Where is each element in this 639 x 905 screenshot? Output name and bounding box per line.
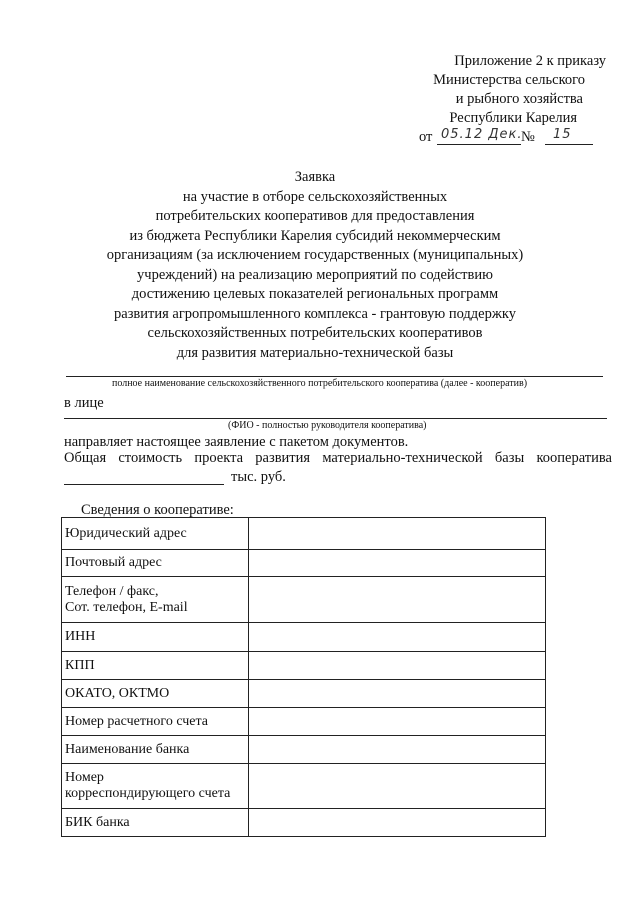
row-value-field[interactable] [249,518,546,550]
table-row [62,623,546,652]
title-line: развития агропромышленного комплекса - грантовую поддержку [114,305,516,322]
handwritten-date: 05.12 Дек. [441,127,523,142]
annex-header [409,52,609,148]
title-line: организациям (за исключением государственных (муниципальных) [106,247,524,263]
in-person-label: в лице [64,395,104,411]
row-label: КПП [62,652,249,680]
row-label: Наименование банка [62,736,249,764]
handwritten-number: 15 [553,127,572,142]
row-label: ОКАТО, ОКТМО [62,680,249,708]
row-value-field[interactable] [249,550,546,577]
annex-date-row [409,128,609,148]
cost-word: базы [494,450,525,466]
cost-word: стоимость [118,450,183,466]
application-title [60,168,570,363]
title-line: на участие в отборе сельскохозяйственных [182,188,448,205]
row-label: Телефон / факс, Сот. телефон, E-mail [62,577,249,623]
currency-label: тыс. руб. [231,469,286,485]
title-line: потребительских кооперативов для предоставления [155,208,475,224]
date-underline [437,144,521,145]
annex-from-label: от [419,129,433,145]
table-row [62,680,546,708]
table-row [62,577,546,623]
title-line: учреждений) на реализацию мероприятий по содействию [137,266,493,283]
row-value-field[interactable] [249,652,546,680]
row-value-field[interactable] [249,764,546,809]
table-row [62,652,546,680]
row-label: Почтовый адрес [62,550,249,577]
row-value-field[interactable] [249,680,546,708]
cost-word: Общая [64,450,107,466]
table-row [62,550,546,577]
table-row [62,764,546,809]
row-value-field[interactable] [249,708,546,736]
row-label: Номер корреспондирующего счета [62,764,249,809]
total-cost-line [64,450,612,467]
cost-word: материально-технической [322,450,483,466]
row-label: Юридический адрес [62,518,249,550]
title-line: достижению целевых показателей региональных программ [131,286,499,302]
title-line: для развития материально-технической базы [176,344,454,361]
cost-word: развития [255,450,311,466]
table-row [62,736,546,764]
title-line: сельскохозяйственных потребительских кооперативов [147,325,483,341]
cost-word: кооператива [536,450,612,466]
sends-statement: направляет настоящее заявление с пакетом документов. [64,434,409,450]
coop-name-field[interactable] [66,376,603,377]
annex-line-2: Министерства сельского [433,72,585,88]
director-name-field[interactable] [64,418,607,419]
cost-word: проекта [194,450,244,466]
table-row [62,708,546,736]
number-underline [545,144,593,145]
total-cost-field[interactable] [64,484,224,485]
table-row [62,809,546,837]
row-label: ИНН [62,623,249,652]
annex-line-4: Республики Карелия [449,110,577,126]
table-row [62,518,546,550]
row-label: БИК банка [62,809,249,837]
fio-caption: (ФИО - полностью руководителя кооператива) [228,420,427,431]
info-heading: Сведения о кооперативе: [81,502,234,518]
coop-name-caption: полное наименование сельскохозяйственного потребительского кооператива (далее - кооператив) [112,378,528,389]
row-value-field[interactable] [249,623,546,652]
title-heading: Заявка [294,169,336,185]
row-value-field[interactable] [249,809,546,837]
title-line: из бюджета Республики Карелия субсидий некоммерческим [129,227,501,244]
row-label: Номер расчетного счета [62,708,249,736]
annex-line-3: и рыбного хозяйства [455,91,583,107]
row-value-field[interactable] [249,736,546,764]
row-value-field[interactable] [249,577,546,623]
cooperative-info-table [61,517,546,837]
number-sign: № [521,129,535,145]
annex-line-1: Приложение 2 к приказу [454,53,606,69]
